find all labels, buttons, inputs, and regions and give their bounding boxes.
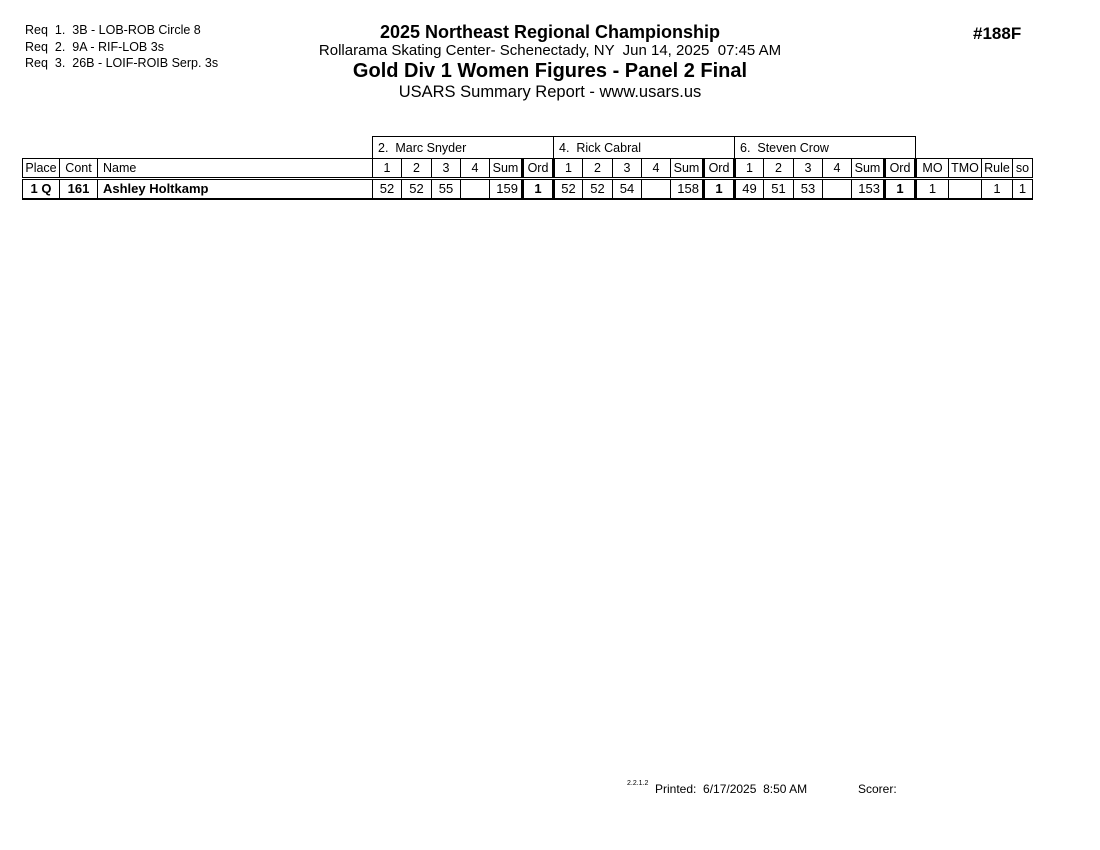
col-header-j3-score3: 3	[794, 159, 823, 179]
cell-j2-score4	[642, 179, 671, 199]
col-header-j2-score3: 3	[613, 159, 642, 179]
judges-row-spacer-right	[916, 137, 1033, 159]
cell-j2-score1: 52	[554, 179, 583, 199]
judges-row-spacer-left	[23, 137, 373, 159]
judges-row	[23, 137, 1033, 159]
col-header-j1-score4: 4	[461, 159, 490, 179]
table-row	[23, 179, 1033, 199]
cell-name: Ashley Holtkamp	[98, 179, 373, 199]
cell-rule: 1	[982, 179, 1013, 199]
col-header-j1-ord: Ord	[523, 159, 554, 179]
cell-cont: 161	[60, 179, 98, 199]
cell-j1-sum: 159	[490, 179, 523, 199]
report-type-line: USARS Summary Report - www.usars.us	[398, 83, 702, 101]
col-header-j1-score3: 3	[432, 159, 461, 179]
cell-j1-score2: 52	[402, 179, 432, 199]
col-header-j3-ord: Ord	[885, 159, 916, 179]
judge-header-2: 4. Rick Cabral	[554, 137, 735, 159]
scorer-label: Scorer:	[858, 782, 897, 796]
requirement-line-1: Req 1. 3B - LOB-ROB Circle 8	[25, 23, 201, 37]
col-header-j3-sum: Sum	[852, 159, 885, 179]
cell-j3-ord: 1	[885, 179, 916, 199]
report-header	[0, 22, 1100, 103]
cell-j2-score2: 52	[583, 179, 613, 199]
col-header-so: so	[1013, 159, 1033, 179]
cell-j2-ord: 1	[704, 179, 735, 199]
requirement-line-2: Req 2. 9A - RIF-LOB 3s	[25, 39, 164, 54]
cell-j3-score3: 53	[794, 179, 823, 199]
venue-date-line: Rollarama Skating Center- Schenectady, NY Jun 14, 2025 07:45 AM	[318, 42, 782, 59]
col-header-tmo: TMO	[949, 159, 982, 179]
event-title: Gold Div 1 Women Figures - Panel 2 Final	[352, 60, 748, 82]
software-version-text: 2.2.1.2	[627, 780, 649, 787]
col-header-j1-sum: Sum	[490, 159, 523, 179]
col-header-j2-sum: Sum	[671, 159, 704, 179]
cell-j3-score1: 49	[735, 179, 764, 199]
col-header-mo: MO	[916, 159, 949, 179]
cell-j3-score2: 51	[764, 179, 794, 199]
cell-j1-score3: 55	[432, 179, 461, 199]
results-table-container	[22, 136, 1033, 200]
results-table	[22, 136, 1033, 200]
col-header-j2-score1: 1	[554, 159, 583, 179]
cell-j1-ord: 1	[523, 179, 554, 199]
col-header-j2-score4: 4	[642, 159, 671, 179]
judge-header-1: 2. Marc Snyder	[373, 137, 554, 159]
requirement-line-3: Req 3. 26B - LOIF-ROIB Serp. 3s	[25, 56, 219, 70]
col-header-j2-score2: 2	[583, 159, 613, 179]
col-header-j1-score2: 2	[402, 159, 432, 179]
col-header-j2-ord: Ord	[704, 159, 735, 179]
column-header-row	[23, 159, 1033, 179]
printed-timestamp: Printed: 6/17/2025 8:50 AM	[655, 782, 808, 796]
col-header-cont: Cont	[60, 159, 98, 179]
cell-place: 1 Q	[23, 179, 60, 199]
col-header-name: Name	[98, 159, 373, 179]
championship-title: 2025 Northeast Regional Championship	[379, 22, 721, 42]
judge-header-3: 6. Steven Crow	[735, 137, 916, 159]
cell-j1-score4	[461, 179, 490, 199]
col-header-rule: Rule	[982, 159, 1013, 179]
cell-j3-sum: 153	[852, 179, 885, 199]
col-header-j3-score1: 1	[735, 159, 764, 179]
cell-tmo	[949, 179, 982, 199]
cell-j2-sum: 158	[671, 179, 704, 199]
col-header-j3-score4: 4	[823, 159, 852, 179]
report-number: #188F	[973, 24, 1022, 43]
cell-so: 1	[1013, 179, 1033, 199]
col-header-j1-score1: 1	[373, 159, 402, 179]
cell-j2-score3: 54	[613, 179, 642, 199]
cell-mo: 1	[916, 179, 949, 199]
cell-j3-score4	[823, 179, 852, 199]
col-header-j3-score2: 2	[764, 159, 794, 179]
cell-j1-score1: 52	[373, 179, 402, 199]
col-header-place: Place	[23, 159, 60, 179]
